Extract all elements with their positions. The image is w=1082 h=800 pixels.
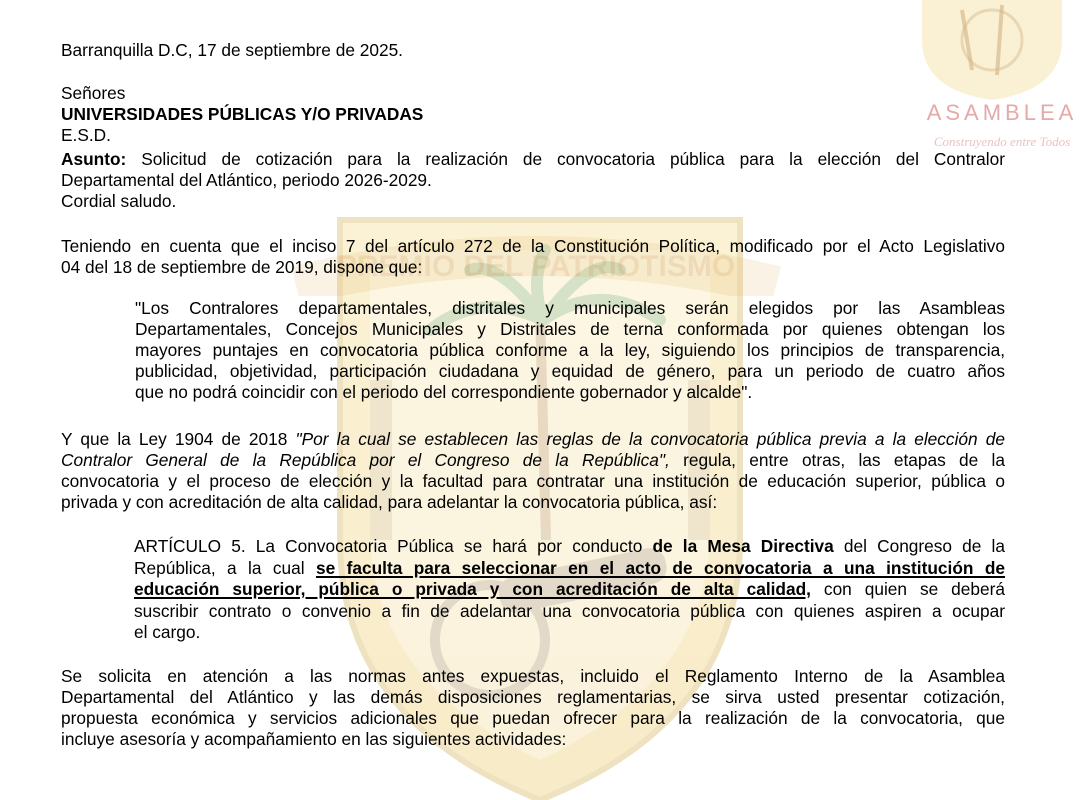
recipient: UNIVERSIDADES PÚBLICAS Y/O PRIVADAS — [61, 104, 424, 124]
quote-line-1: "Los Contralores departamentales, distritales y municipales serán elegidos por las Asambleas — [135, 298, 1005, 318]
watermark-banner-text: PREMIO DEL PATRIOTISMO — [336, 250, 736, 283]
paragraph-2 — [61, 429, 1005, 513]
date-text: Barranquilla D.C, 17 de septiembre de 2025. — [61, 40, 403, 60]
paragraph-3 — [61, 666, 1005, 750]
salutation-to: Señores — [61, 83, 126, 103]
p1-line-1: Teniendo en cuenta que el inciso 7 del artículo 272 de la Constitución Política, modificado por el Acto Legislativo — [61, 236, 1005, 256]
p2-line-1 — [61, 429, 1005, 450]
art-line-3-b: con quien se deberá — [810, 579, 1005, 599]
art-underlined-1: se faculta para seleccionar en el acto de convocatoria a una institución de — [316, 557, 1005, 578]
constitution-quote — [135, 298, 1005, 403]
art-line-4: suscribir contrato o convenio a fin de adelantar una convocatoria pública con quienes aspiren a ocupar — [134, 600, 1005, 621]
quote-line-2: Departamentales, Concejos Municipales y Distritales de terna conformada por quienes obtengan los — [135, 319, 1005, 339]
quote-line-4: publicidad, objetividad, participación ciudadana y equidad de género, para un periodo de cuatro años — [135, 361, 1005, 381]
logo-text: ASAMBLEA — [926, 100, 1078, 125]
art-line-2-a: República, a la cual — [134, 557, 317, 578]
subject-block — [61, 149, 1005, 212]
address-block — [61, 83, 1005, 146]
paragraph-1 — [61, 236, 1005, 278]
art-line-1-c: del Congreso de la — [833, 536, 1006, 556]
logo-slogan: Construyendo entre Todos — [933, 134, 1071, 149]
p3-line-1: Se solicita en atención a las normas antes expuestas, incluido el Reglamento Interno de la Asamblea — [61, 666, 1005, 686]
greeting: Cordial saludo. — [61, 191, 177, 211]
p2-line-1-a: Y que la Ley 1904 de 2018 — [61, 429, 296, 449]
p3-line-4: incluye asesoría y acompañamiento en las siguientes actividades: — [61, 729, 567, 749]
p3-line-2: Departamental del Atlántico y las demás disposiciones reglamentarias, se sirva usted presentar cotización, — [61, 687, 1005, 707]
date-line — [61, 40, 1005, 61]
p2-line-3: convocatoria y el proceso de elección y la facultad para contratar una institución de educación superior, pública o — [61, 471, 1005, 491]
subject-text-1: Solicitud de cotización para la realización de convocatoria pública para la elección del Contralor — [126, 149, 1005, 169]
quote-line-5: que no podrá coincidir con el periodo del correspondiente gobernador y alcalde". — [135, 382, 753, 402]
p2-line-2-b: regula, entre otras, las etapas de la — [669, 450, 1005, 470]
subject-line-1 — [61, 149, 1005, 170]
art-line-1-a: ARTÍCULO 5. La Convocatoria Pública se hará por conducto — [134, 536, 653, 556]
p2-law-title-2: Contralor General de la República por el Congreso de la República", — [61, 450, 670, 470]
art-line-3 — [134, 579, 1005, 601]
art-line-5: el cargo. — [134, 622, 201, 642]
subject-line-2: Departamental del Atlántico, periodo 2026-2029. — [61, 170, 432, 190]
p2-line-2 — [61, 450, 1005, 471]
quote-line-3: mayores puntajes en convocatoria pública conforme a la ley, siguiendo los principios de transparencia, — [135, 340, 1005, 360]
art-line-1 — [134, 536, 1005, 558]
p2-line-4: privada y con acreditación de alta calidad, para adelantar la convocatoria pública, así: — [61, 492, 718, 512]
art-line-2 — [134, 558, 1005, 580]
esd-line: E.S.D. — [61, 125, 111, 145]
article-5-quote — [134, 536, 1005, 644]
art-underlined-2: educación superior, pública o privada y con acreditación de alta calidad, — [134, 579, 811, 599]
art-mesa-directiva: de la Mesa Directiva — [652, 536, 834, 556]
p2-law-title-1: "Por la cual se establecen las reglas de la convocatoria pública previa a la elección de — [295, 429, 1005, 449]
subject-label: Asunto: — [61, 149, 127, 169]
p3-line-3: propuesta económica y servicios adicionales que puedan ofrecer para la realización de la convocatoria, que — [61, 708, 1005, 728]
p1-line-2: 04 del 18 de septiembre de 2019, dispone que: — [61, 257, 423, 277]
